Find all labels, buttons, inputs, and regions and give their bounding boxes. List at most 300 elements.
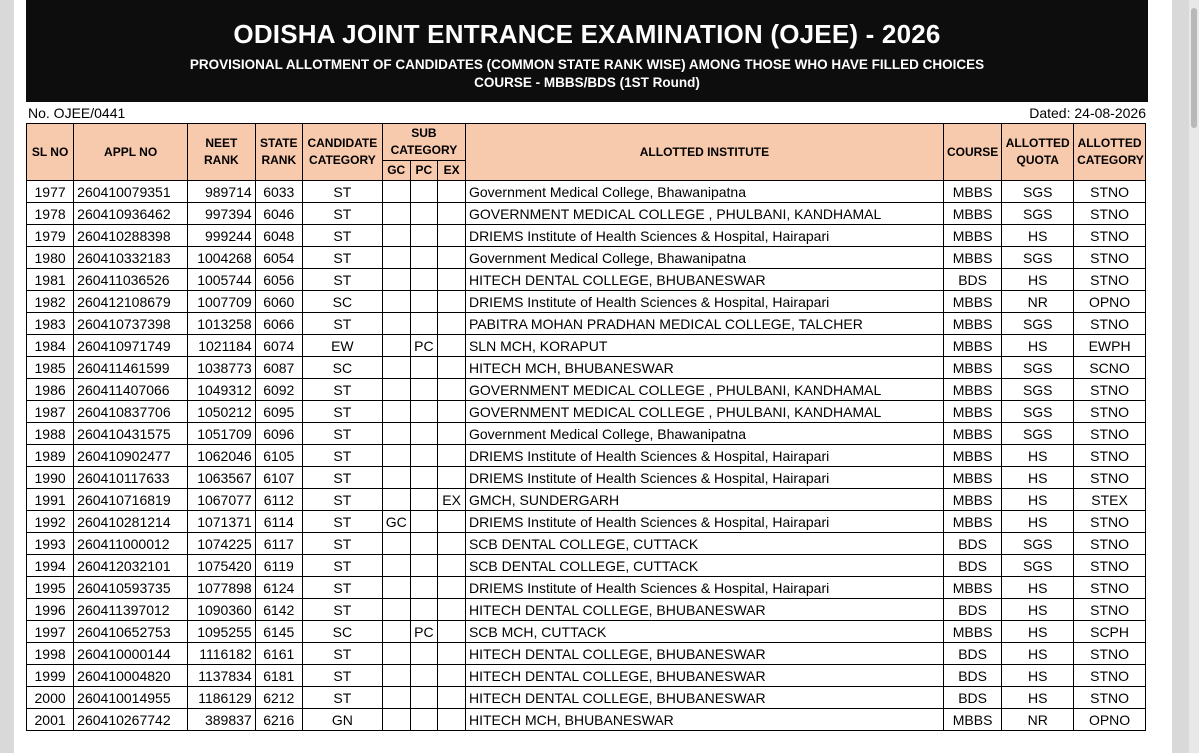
cell-appl-no: 260410716819 [74,489,188,511]
cell-course: MBBS [943,423,1001,445]
cell-ex [438,423,466,445]
table-row [27,445,1146,467]
table-row [27,621,1146,643]
cell-allotted-category: SCPH [1074,621,1146,643]
cell-gc [382,665,410,687]
cell-candidate-category: ST [302,445,382,467]
cell-appl-no: 260412032101 [74,555,188,577]
cell-course: BDS [943,555,1001,577]
cell-allotted-category: STEX [1074,489,1146,511]
cell-allotted-category: STNO [1074,511,1146,533]
cell-neet-rank: 1090360 [188,599,256,621]
cell-allotted-category: STNO [1074,643,1146,665]
cell-neet-rank: 1038773 [188,357,256,379]
cell-gc [382,599,410,621]
cell-ex: EX [438,489,466,511]
cell-gc [382,533,410,555]
cell-pc [410,489,438,511]
cell-state-rank: 6216 [255,709,302,731]
table-row [27,313,1146,335]
cell-course: MBBS [943,181,1001,203]
cell-allotted-institute: HITECH MCH, BHUBANESWAR [465,709,943,731]
cell-state-rank: 6212 [255,687,302,709]
cell-sl-no: 1980 [27,247,74,269]
cell-neet-rank: 1021184 [188,335,256,357]
cell-allotted-category: STNO [1074,313,1146,335]
cell-pc [410,313,438,335]
cell-appl-no: 260410000144 [74,643,188,665]
cell-allotted-institute: PABITRA MOHAN PRADHAN MEDICAL COLLEGE, TALCHER [465,313,943,335]
cell-ex [438,643,466,665]
cell-appl-no: 260410737398 [74,313,188,335]
cell-sl-no: 1991 [27,489,74,511]
cell-gc [382,687,410,709]
cell-course: MBBS [943,709,1001,731]
cell-allotted-category: STNO [1074,225,1146,247]
table-row [27,555,1146,577]
cell-appl-no: 260410004820 [74,665,188,687]
cell-pc [410,269,438,291]
cell-sl-no: 1996 [27,599,74,621]
cell-course: MBBS [943,577,1001,599]
cell-appl-no: 260410014955 [74,687,188,709]
table-row [27,269,1146,291]
table-row [27,599,1146,621]
cell-allotted-institute: SCB DENTAL COLLEGE, CUTTACK [465,555,943,577]
cell-pc [410,379,438,401]
table-row [27,467,1146,489]
cell-ex [438,247,466,269]
cell-pc [410,599,438,621]
cell-state-rank: 6107 [255,467,302,489]
cell-allotted-category: STNO [1074,533,1146,555]
cell-neet-rank: 1116182 [188,643,256,665]
cell-allotted-category: OPNO [1074,709,1146,731]
cell-course: BDS [943,599,1001,621]
scrollbar-thumb[interactable] [1191,8,1197,128]
cell-candidate-category: ST [302,423,382,445]
cell-gc [382,225,410,247]
cell-sl-no: 1998 [27,643,74,665]
cell-ex [438,291,466,313]
cell-sl-no: 1995 [27,577,74,599]
cell-allotted-institute: SLN MCH, KORAPUT [465,335,943,357]
cell-course: MBBS [943,357,1001,379]
cell-sl-no: 1987 [27,401,74,423]
cell-state-rank: 6087 [255,357,302,379]
cell-candidate-category: ST [302,643,382,665]
cell-allotted-institute: SCB MCH, CUTTACK [465,621,943,643]
cell-ex [438,687,466,709]
cell-allotted-institute: GOVERNMENT MEDICAL COLLEGE , PHULBANI, KANDHAMAL [465,401,943,423]
col-allotted-quota: ALLOTTED QUOTA [1002,124,1074,181]
col-state-rank: STATE RANK [255,124,302,181]
cell-ex [438,225,466,247]
cell-appl-no: 260411407066 [74,379,188,401]
cell-allotted-category: STNO [1074,269,1146,291]
cell-allotted-institute: Government Medical College, Bhawanipatna [465,423,943,445]
cell-state-rank: 6074 [255,335,302,357]
cell-course: MBBS [943,247,1001,269]
cell-allotted-category: STNO [1074,379,1146,401]
cell-neet-rank: 1137834 [188,665,256,687]
cell-allotted-category: STNO [1074,555,1146,577]
col-gc: GC [382,161,410,181]
cell-allotted-category: STNO [1074,665,1146,687]
cell-allotted-institute: HITECH MCH, BHUBANESWAR [465,357,943,379]
cell-allotted-quota: NR [1002,291,1074,313]
cell-ex [438,445,466,467]
cell-state-rank: 6161 [255,643,302,665]
cell-allotted-category: STNO [1074,203,1146,225]
cell-sl-no: 2000 [27,687,74,709]
cell-neet-rank: 1077898 [188,577,256,599]
cell-state-rank: 6033 [255,181,302,203]
cell-gc [382,423,410,445]
cell-allotted-institute: SCB DENTAL COLLEGE, CUTTACK [465,533,943,555]
col-allotted-institute: ALLOTTED INSTITUTE [465,124,943,181]
document-date: Dated: 24-08-2026 [1029,105,1146,121]
cell-neet-rank: 1062046 [188,445,256,467]
cell-gc [382,643,410,665]
cell-allotted-quota: HS [1002,489,1074,511]
cell-course: MBBS [943,467,1001,489]
cell-ex [438,401,466,423]
cell-allotted-category: STNO [1074,181,1146,203]
cell-neet-rank: 1049312 [188,379,256,401]
table-row [27,511,1146,533]
cell-candidate-category: ST [302,247,382,269]
cell-appl-no: 260411397012 [74,599,188,621]
cell-state-rank: 6096 [255,423,302,445]
cell-ex [438,599,466,621]
cell-allotted-quota: SGS [1002,181,1074,203]
cell-gc [382,401,410,423]
cell-state-rank: 6124 [255,577,302,599]
cell-pc [410,423,438,445]
cell-candidate-category: ST [302,225,382,247]
cell-allotted-quota: SGS [1002,247,1074,269]
cell-neet-rank: 1050212 [188,401,256,423]
cell-pc [410,643,438,665]
cell-allotted-institute: HITECH DENTAL COLLEGE, BHUBANESWAR [465,599,943,621]
allotment-table [26,123,1146,731]
cell-neet-rank: 1004268 [188,247,256,269]
cell-course: BDS [943,533,1001,555]
cell-allotted-quota: HS [1002,467,1074,489]
cell-allotted-institute: HITECH DENTAL COLLEGE, BHUBANESWAR [465,687,943,709]
cell-course: MBBS [943,379,1001,401]
cell-sl-no: 1985 [27,357,74,379]
page-subtitle: PROVISIONAL ALLOTMENT OF CANDIDATES (COMMON STATE RANK WISE) AMONG THOSE WHO HAVE FILLED CHOICES [189,57,985,72]
cell-pc [410,577,438,599]
cell-candidate-category: ST [302,401,382,423]
cell-appl-no: 260410332183 [74,247,188,269]
cell-pc [410,357,438,379]
cell-state-rank: 6060 [255,291,302,313]
cell-allotted-quota: SGS [1002,401,1074,423]
cell-allotted-quota: SGS [1002,379,1074,401]
cell-allotted-institute: DRIEMS Institute of Health Sciences & Hospital, Hairapari [465,467,943,489]
cell-course: BDS [943,687,1001,709]
cell-candidate-category: ST [302,489,382,511]
cell-appl-no: 260410902477 [74,445,188,467]
cell-allotted-quota: SGS [1002,313,1074,335]
cell-candidate-category: ST [302,687,382,709]
cell-appl-no: 260411000012 [74,533,188,555]
cell-ex [438,533,466,555]
cell-candidate-category: SC [302,291,382,313]
table-row [27,181,1146,203]
cell-sl-no: 1989 [27,445,74,467]
cell-course: BDS [943,643,1001,665]
cell-allotted-quota: HS [1002,621,1074,643]
cell-state-rank: 6119 [255,555,302,577]
cell-pc [410,203,438,225]
cell-gc [382,489,410,511]
cell-pc [410,467,438,489]
cell-allotted-institute: GOVERNMENT MEDICAL COLLEGE , PHULBANI, KANDHAMAL [465,379,943,401]
cell-gc [382,555,410,577]
table-row [27,533,1146,555]
cell-pc [410,687,438,709]
cell-state-rank: 6112 [255,489,302,511]
cell-candidate-category: ST [302,511,382,533]
cell-state-rank: 6054 [255,247,302,269]
cell-ex [438,335,466,357]
cell-ex [438,379,466,401]
cell-sl-no: 1997 [27,621,74,643]
cell-state-rank: 6048 [255,225,302,247]
table-row [27,203,1146,225]
cell-appl-no: 260411461599 [74,357,188,379]
cell-allotted-quota: HS [1002,665,1074,687]
table-row [27,643,1146,665]
cell-allotted-quota: HS [1002,335,1074,357]
cell-allotted-category: STNO [1074,401,1146,423]
cell-allotted-category: STNO [1074,247,1146,269]
cell-pc [410,291,438,313]
cell-allotted-quota: SGS [1002,203,1074,225]
cell-pc [410,225,438,247]
cell-course: MBBS [943,511,1001,533]
cell-neet-rank: 1075420 [188,555,256,577]
cell-appl-no: 260410431575 [74,423,188,445]
cell-allotted-quota: HS [1002,643,1074,665]
cell-candidate-category: ST [302,533,382,555]
cell-course: BDS [943,665,1001,687]
cell-ex [438,467,466,489]
cell-ex [438,203,466,225]
table-row [27,489,1146,511]
cell-neet-rank: 1067077 [188,489,256,511]
cell-gc [382,445,410,467]
cell-neet-rank: 989714 [188,181,256,203]
cell-gc [382,467,410,489]
cell-allotted-quota: HS [1002,511,1074,533]
cell-allotted-institute: HITECH DENTAL COLLEGE, BHUBANESWAR [465,269,943,291]
cell-allotted-category: STNO [1074,577,1146,599]
cell-gc [382,269,410,291]
cell-course: MBBS [943,401,1001,423]
cell-neet-rank: 1186129 [188,687,256,709]
col-sub-category: SUB CATEGORY [382,124,465,161]
cell-allotted-quota: SGS [1002,555,1074,577]
cell-appl-no: 260410267742 [74,709,188,731]
cell-candidate-category: ST [302,665,382,687]
cell-allotted-category: STNO [1074,423,1146,445]
cell-neet-rank: 1071371 [188,511,256,533]
cell-candidate-category: ST [302,203,382,225]
cell-ex [438,357,466,379]
cell-pc [410,247,438,269]
cell-sl-no: 2001 [27,709,74,731]
cell-candidate-category: ST [302,269,382,291]
cell-course: BDS [943,269,1001,291]
cell-pc [410,665,438,687]
cell-course: MBBS [943,445,1001,467]
cell-neet-rank: 1095255 [188,621,256,643]
cell-course: MBBS [943,225,1001,247]
cell-allotted-institute: HITECH DENTAL COLLEGE, BHUBANESWAR [465,643,943,665]
cell-neet-rank: 1007709 [188,291,256,313]
cell-candidate-category: ST [302,181,382,203]
cell-appl-no: 260410652753 [74,621,188,643]
cell-appl-no: 260410281214 [74,511,188,533]
cell-gc [382,335,410,357]
cell-neet-rank: 1005744 [188,269,256,291]
page-title: ODISHA JOINT ENTRANCE EXAMINATION (OJEE) - 2026 [233,19,941,49]
vertical-scrollbar[interactable] [1189,0,1199,753]
cell-candidate-category: SC [302,621,382,643]
cell-ex [438,313,466,335]
cell-sl-no: 1979 [27,225,74,247]
cell-course: MBBS [943,621,1001,643]
cell-sl-no: 1999 [27,665,74,687]
table-row [27,401,1146,423]
cell-appl-no: 260410079351 [74,181,188,203]
cell-pc [410,181,438,203]
cell-candidate-category: ST [302,577,382,599]
cell-gc [382,357,410,379]
cell-neet-rank: 1013258 [188,313,256,335]
cell-state-rank: 6181 [255,665,302,687]
cell-state-rank: 6105 [255,445,302,467]
table-row [27,687,1146,709]
cell-candidate-category: ST [302,379,382,401]
cell-ex [438,621,466,643]
cell-allotted-category: STNO [1074,687,1146,709]
cell-ex [438,181,466,203]
table-row [27,357,1146,379]
document-meta [28,104,1146,122]
cell-state-rank: 6114 [255,511,302,533]
cell-appl-no: 260411036526 [74,269,188,291]
cell-sl-no: 1977 [27,181,74,203]
cell-allotted-quota: HS [1002,577,1074,599]
cell-neet-rank: 389837 [188,709,256,731]
cell-candidate-category: ST [302,313,382,335]
cell-allotted-quota: HS [1002,269,1074,291]
cell-appl-no: 260410837706 [74,401,188,423]
cell-state-rank: 6142 [255,599,302,621]
col-candidate-category: CANDIDATE CATEGORY [302,124,382,181]
cell-pc [410,709,438,731]
cell-pc [410,445,438,467]
cell-gc [382,313,410,335]
cell-course: MBBS [943,313,1001,335]
cell-sl-no: 1988 [27,423,74,445]
cell-ex [438,269,466,291]
col-pc: PC [410,161,438,181]
cell-pc [410,511,438,533]
cell-appl-no: 260410593735 [74,577,188,599]
cell-pc: PC [410,335,438,357]
cell-allotted-category: OPNO [1074,291,1146,313]
cell-sl-no: 1992 [27,511,74,533]
cell-sl-no: 1978 [27,203,74,225]
cell-sl-no: 1994 [27,555,74,577]
col-ex: EX [438,161,466,181]
cell-appl-no: 260410936462 [74,203,188,225]
col-course: COURSE [943,124,1001,181]
cell-ex [438,555,466,577]
cell-allotted-category: STNO [1074,445,1146,467]
cell-state-rank: 6092 [255,379,302,401]
table-row [27,423,1146,445]
cell-candidate-category: EW [302,335,382,357]
cell-gc [382,621,410,643]
cell-allotted-institute: DRIEMS Institute of Health Sciences & Hospital, Hairapari [465,511,943,533]
cell-allotted-institute: GMCH, SUNDERGARH [465,489,943,511]
cell-appl-no: 260410288398 [74,225,188,247]
cell-allotted-quota: HS [1002,225,1074,247]
cell-course: MBBS [943,335,1001,357]
cell-allotted-institute: Government Medical College, Bhawanipatna [465,247,943,269]
cell-candidate-category: ST [302,555,382,577]
cell-appl-no: 260410117633 [74,467,188,489]
cell-neet-rank: 1051709 [188,423,256,445]
col-neet-rank: NEET RANK [188,124,256,181]
col-allotted-category: ALLOTTED CATEGORY [1074,124,1146,181]
cell-allotted-institute: DRIEMS Institute of Health Sciences & Hospital, Hairapari [465,225,943,247]
cell-sl-no: 1984 [27,335,74,357]
course-line: COURSE - MBBS/BDS (1ST Round) [474,75,700,90]
cell-allotted-quota: HS [1002,687,1074,709]
table-row [27,665,1146,687]
table-row [27,379,1146,401]
cell-course: MBBS [943,203,1001,225]
cell-sl-no: 1986 [27,379,74,401]
cell-candidate-category: SC [302,357,382,379]
cell-ex [438,511,466,533]
cell-allotted-category: STNO [1074,467,1146,489]
cell-allotted-category: EWPH [1074,335,1146,357]
cell-allotted-quota: SGS [1002,423,1074,445]
cell-allotted-category: SCNO [1074,357,1146,379]
cell-sl-no: 1990 [27,467,74,489]
cell-allotted-institute: DRIEMS Institute of Health Sciences & Hospital, Hairapari [465,577,943,599]
table-row [27,577,1146,599]
cell-appl-no: 260410971749 [74,335,188,357]
cell-gc [382,203,410,225]
table-row [27,335,1146,357]
cell-pc [410,555,438,577]
cell-neet-rank: 997394 [188,203,256,225]
document-header [26,0,1148,102]
cell-allotted-quota: HS [1002,445,1074,467]
cell-allotted-institute: Government Medical College, Bhawanipatna [465,181,943,203]
